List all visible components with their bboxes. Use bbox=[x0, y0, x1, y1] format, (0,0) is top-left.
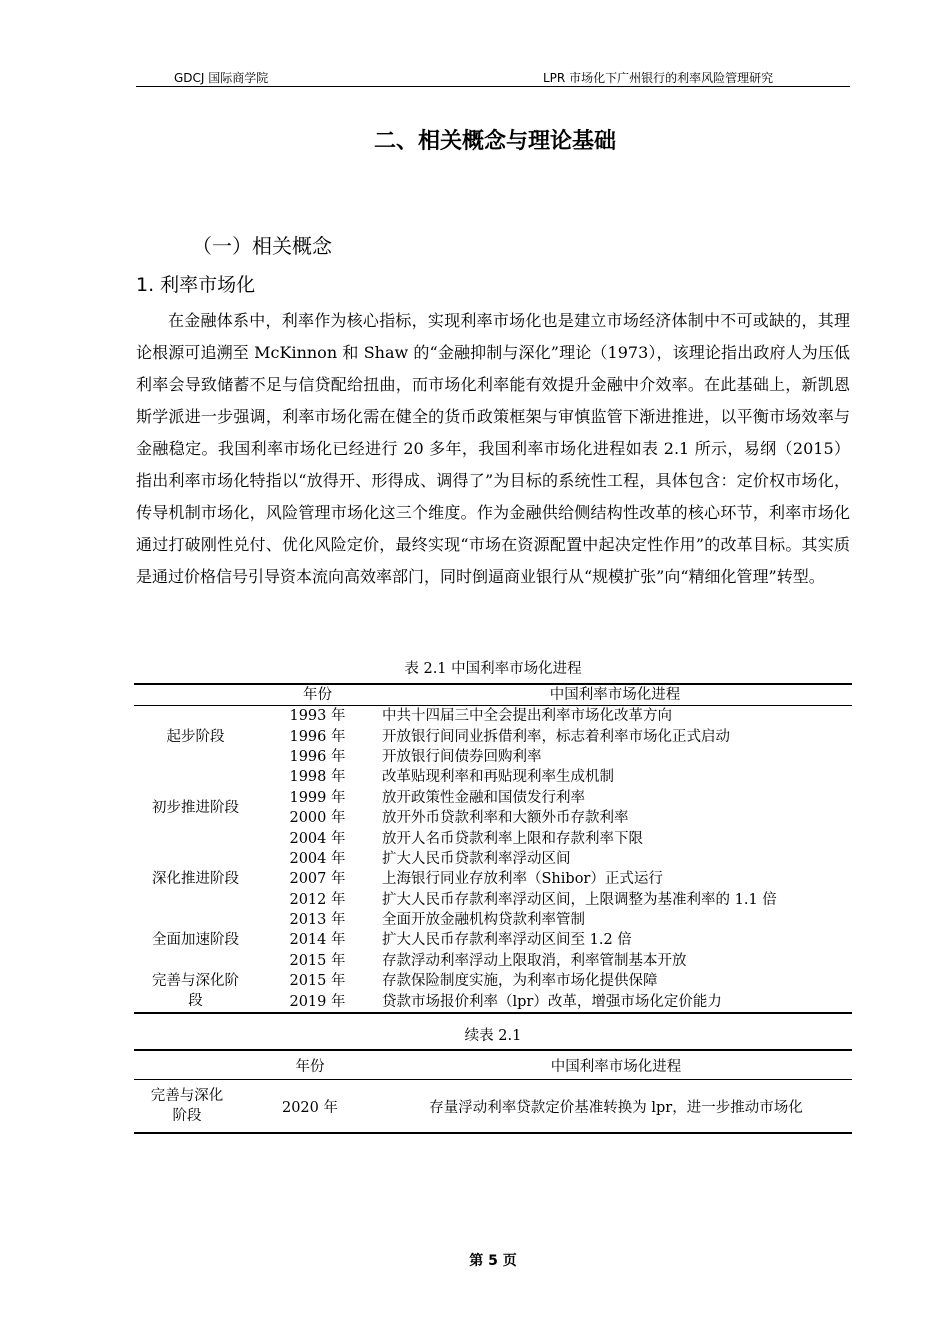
subsection-title: 1. 利率市场化 bbox=[136, 274, 256, 296]
year-cell: 1996 年 bbox=[289, 728, 346, 745]
header-left: GDCJ 国际商学院 bbox=[174, 71, 269, 85]
year-cell: 2012 年 bbox=[289, 891, 346, 908]
year-cell: 2004 年 bbox=[289, 830, 346, 847]
table-row bbox=[134, 910, 852, 930]
process-cell: 上海银行同业存放利率（Shibor）正式运行 bbox=[382, 871, 663, 888]
year-cell: 2007 年 bbox=[289, 871, 346, 888]
process-cell: 扩大人民币存款利率浮动区间，上限调整为基准利率的 1.1 倍 bbox=[382, 891, 777, 908]
table-row bbox=[134, 971, 852, 991]
chapter-title: 二、相关概念与理论基础 bbox=[373, 129, 616, 154]
process-cell: 扩大人民币存款利率浮动区间至 1.2 倍 bbox=[382, 932, 632, 949]
header-year: 年份 bbox=[257, 684, 378, 706]
process-cell: 中共十四届三中全会提出利率市场化改革方向 bbox=[382, 708, 672, 725]
process-cell: 存量浮动利率贷款定价基准转换为 lpr，进一步推动市场化 bbox=[429, 1099, 803, 1116]
stage-cell: 完善与深化阶段 bbox=[150, 1088, 224, 1124]
process-cell: 开放银行间债券回购利率 bbox=[382, 748, 542, 765]
process-cell: 存款保险制度实施，为利率市场化提供保障 bbox=[382, 973, 658, 990]
year-cell: 2004 年 bbox=[289, 850, 346, 867]
process-cell: 放开外币贷款利率和大额外币存款利率 bbox=[382, 810, 629, 827]
year-cell: 2000 年 bbox=[289, 810, 346, 827]
page-number: 第 5 页 bbox=[469, 1253, 517, 1269]
stage-cell: 深化推进阶段 bbox=[152, 871, 239, 888]
process-cell: 开放银行间同业拆借利率，标志着利率市场化正式启动 bbox=[382, 728, 730, 745]
stage-cell: 完善与深化阶段 bbox=[152, 973, 239, 1010]
process-cell: 全面开放金融机构贷款利率管制 bbox=[382, 912, 585, 929]
year-cell: 1999 年 bbox=[289, 789, 346, 806]
header-rule bbox=[136, 86, 850, 87]
table-header-row bbox=[134, 1050, 852, 1080]
header-stage bbox=[134, 684, 257, 706]
section-title: （一）相关概念 bbox=[192, 234, 332, 258]
stage-cell: 初步推进阶段 bbox=[152, 799, 239, 816]
header-process: 中国利率市场化进程 bbox=[380, 1050, 852, 1080]
year-cell: 1993 年 bbox=[289, 708, 346, 725]
table-row bbox=[134, 1080, 852, 1134]
year-cell: 2019 年 bbox=[289, 993, 346, 1010]
header-stage bbox=[134, 1050, 240, 1080]
table-row bbox=[134, 767, 852, 787]
table-body bbox=[134, 706, 852, 1013]
year-cell: 2014 年 bbox=[289, 932, 346, 949]
stage-cell: 起步阶段 bbox=[166, 728, 225, 745]
year-cell: 2013 年 bbox=[289, 912, 346, 929]
paragraph-text: 在金融体系中，利率作为核心指标，实现利率市场化也是建立市场经济体制中不可或缺的，其理论根源可追溯至 McKinnon 和 Shaw 的“金融抑制与深化”理论（1973），该理论指出政府人为压低利率会导致储蓄不足与信贷配给扭曲，而市场化利率能有效提升金融中介效率。在此基础上，新凯恩斯学派进一步强调，利率市场化需在健全的货币政策框架与审慎监管下渐进推进，以平衡市场效率与金融稳定。我国利率市场化已经进行 20 多年，我国利率市场化进程如表 2.1 所示，易纲（2015）指出利率市场化特指以“放得开、形得成、调得了”为目标的系统性工程，具体包含：定价权市场化，传导机制市场化，风险管理市场化这三个维度。作为金融供给侧结构性改革的核心环节，利率市场化通过打破刚性兑付、优化风险定价，最终实现“市场在资源配置中起决定性作用”的改革目标。其实质是通过价格信号引导资本流向高效率部门，同时倒逼商业银行从“规模扩张”向“精细化管理”转型。 bbox=[136, 311, 850, 586]
table2-caption: 续表 2.1 bbox=[464, 1028, 522, 1044]
header-process: 中国利率市场化进程 bbox=[378, 684, 852, 706]
process-cell: 贷款市场报价利率（lpr）改革，增强市场化定价能力 bbox=[382, 993, 722, 1010]
table-header-row bbox=[134, 684, 852, 706]
year-cell: 1996 年 bbox=[289, 748, 346, 765]
year-cell: 2015 年 bbox=[289, 973, 346, 990]
year-cell: 2015 年 bbox=[289, 952, 346, 969]
year-cell: 1998 年 bbox=[289, 769, 346, 786]
year-cell: 2020 年 bbox=[281, 1099, 338, 1116]
stage-cell: 全面加速阶段 bbox=[152, 932, 239, 949]
table-continued bbox=[134, 1049, 852, 1134]
table-row bbox=[134, 849, 852, 869]
table-interest-rate-progress bbox=[134, 683, 852, 1014]
process-cell: 改革贴现利率和再贴现利率生成机制 bbox=[382, 769, 614, 786]
body-paragraph bbox=[136, 305, 850, 593]
header-year: 年份 bbox=[240, 1050, 380, 1080]
table-row bbox=[134, 706, 852, 727]
process-cell: 存款浮动利率浮动上限取消，利率管制基本开放 bbox=[382, 952, 687, 969]
process-cell: 扩大人民币贷款利率浮动区间 bbox=[382, 850, 571, 867]
process-cell: 放开人名币贷款利率上限和存款利率下限 bbox=[382, 830, 643, 847]
process-cell: 放开政策性金融和国债发行利率 bbox=[382, 789, 585, 806]
header-right: LPR 市场化下广州银行的利率风险管理研究 bbox=[543, 71, 774, 85]
table1-caption: 表 2.1 中国利率市场化进程 bbox=[404, 661, 582, 677]
